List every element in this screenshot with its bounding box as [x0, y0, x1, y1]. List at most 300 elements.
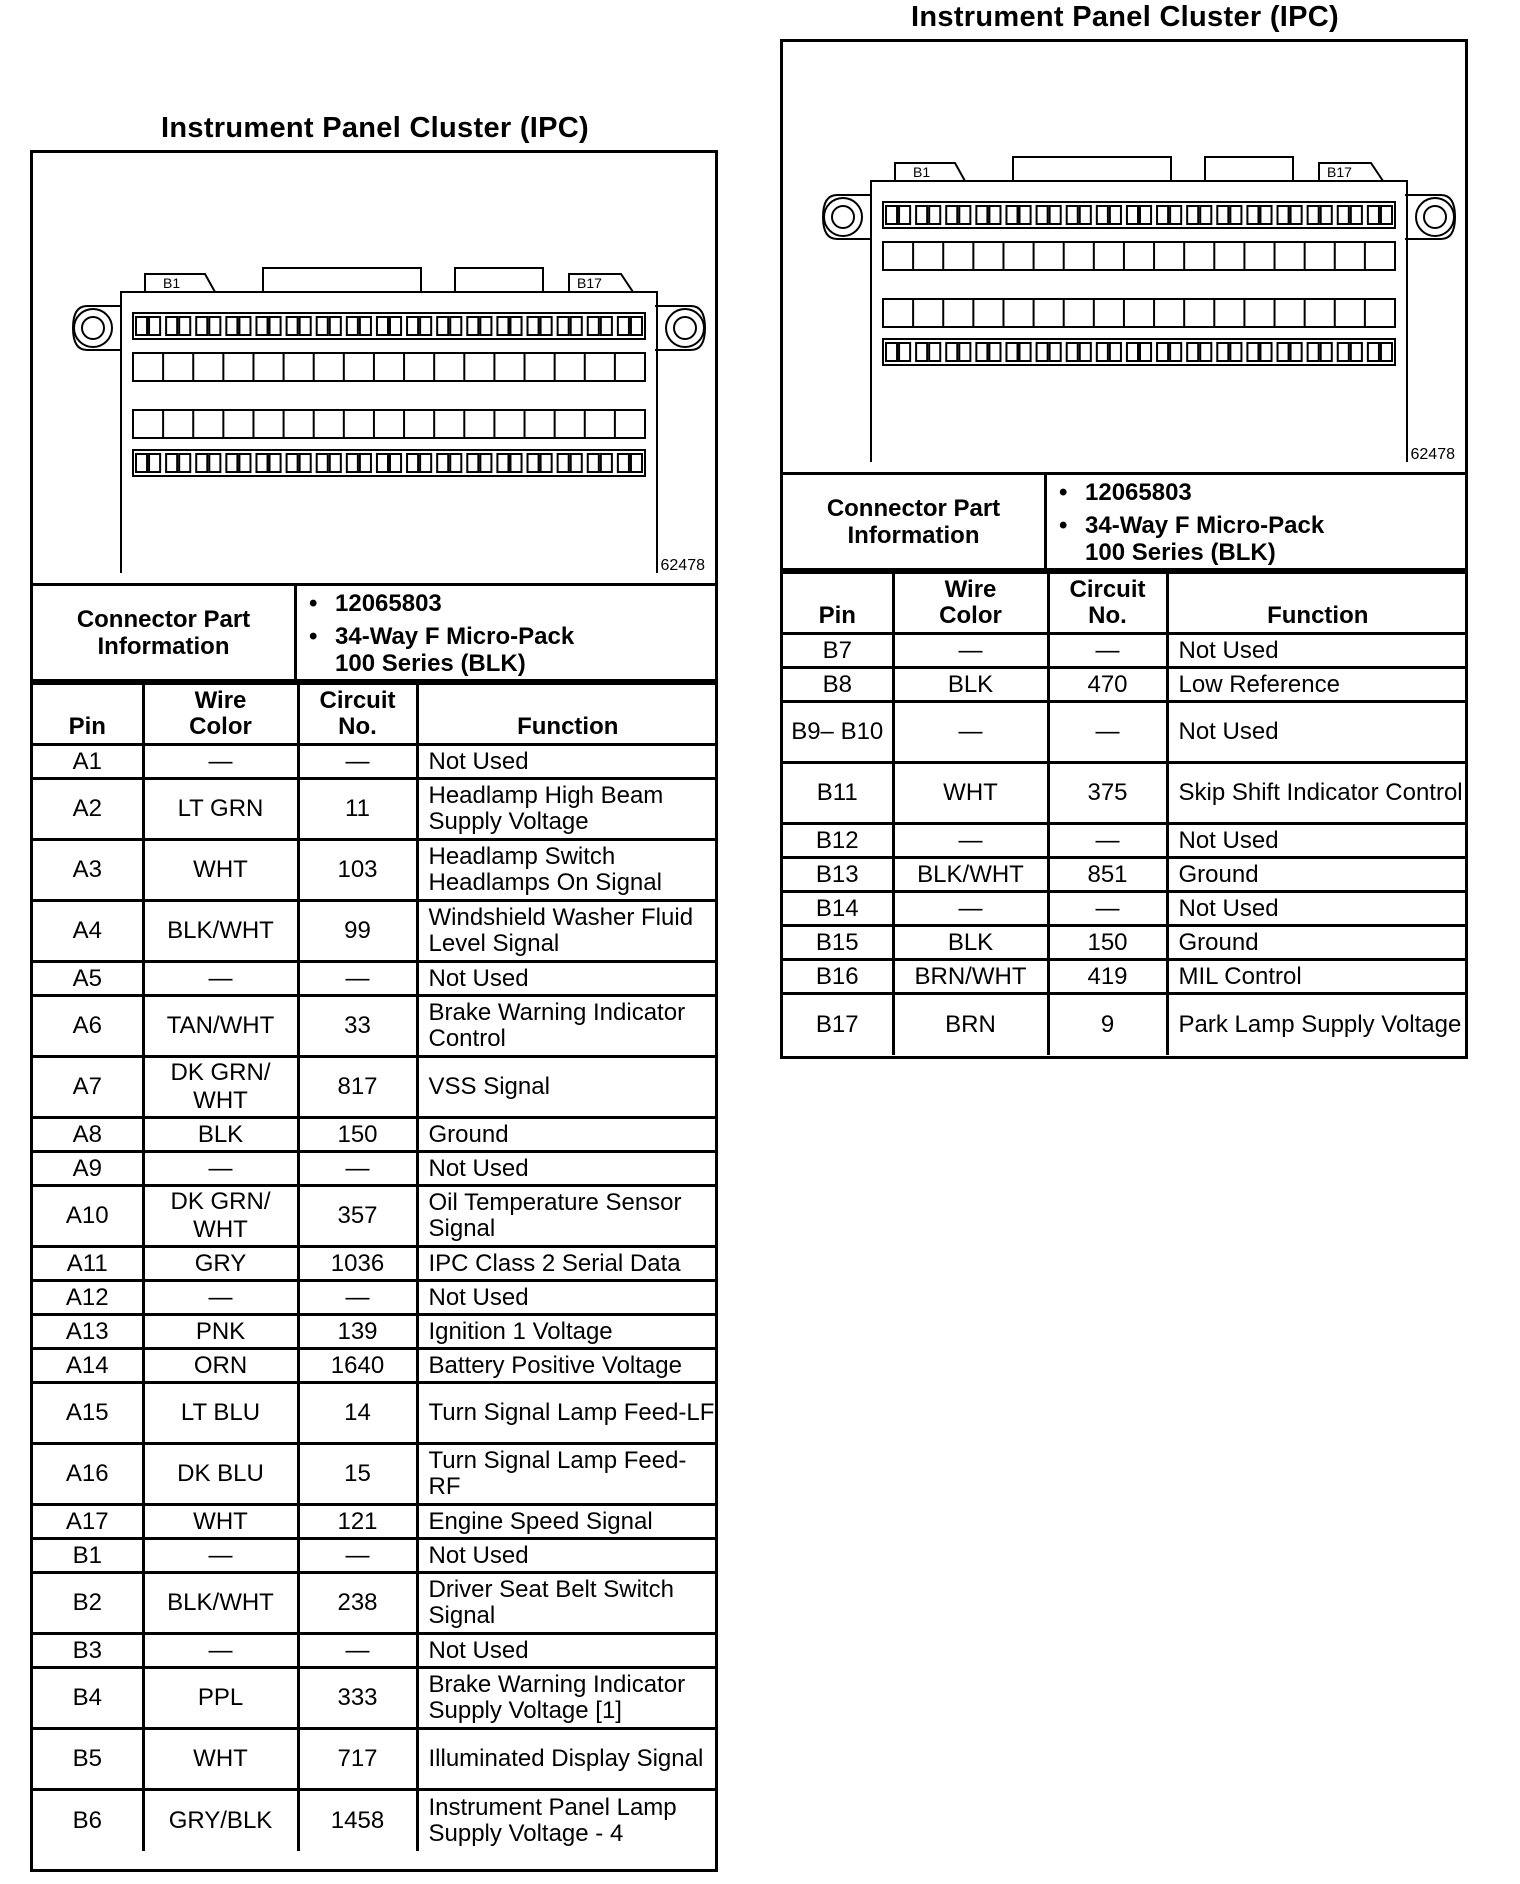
part-number: • 12065803 [1085, 479, 1465, 506]
wire-color-cell: WHT [143, 1729, 298, 1790]
connector-outline [73, 268, 705, 573]
circuit-cell: 139 [298, 1315, 417, 1349]
pin-header [783, 573, 893, 634]
cavity [1217, 343, 1228, 361]
pin-cell: B4 [33, 1668, 143, 1729]
table-row [33, 1315, 717, 1349]
cavity [618, 454, 629, 472]
left-pinout-table [33, 682, 717, 1851]
function-cell: Not Used [1167, 892, 1467, 926]
header-text: Function [1267, 602, 1369, 629]
cavity [239, 454, 250, 472]
cavity [270, 454, 281, 472]
cavity [1127, 206, 1138, 224]
circuit-cell: 851 [1048, 858, 1167, 892]
cavity [390, 454, 401, 472]
connector-info-label [783, 475, 1047, 568]
function-cell: Instrument Panel Lamp Supply Voltage - 4 [417, 1790, 717, 1851]
cavity [1187, 343, 1198, 361]
connector-info-label-line2: Information [97, 632, 230, 660]
wire-color-cell: BRN [893, 994, 1048, 1055]
header-text: Color [939, 602, 1002, 629]
cavity [1278, 343, 1289, 361]
cavity [360, 454, 371, 472]
connector-description-line1: 34-Way F Micro-Pack [1085, 512, 1325, 539]
function-cell: Not Used [1167, 634, 1467, 668]
circuit-cell: 333 [298, 1668, 417, 1729]
cavity [541, 454, 552, 472]
cavity [1110, 206, 1121, 224]
cavity [226, 317, 237, 335]
cavity-row [883, 299, 1395, 327]
cavity [1037, 343, 1048, 361]
table-row [33, 1281, 717, 1315]
table-row [33, 745, 717, 779]
table-row [33, 1247, 717, 1281]
cavity [1278, 206, 1289, 224]
pin-cell: B13 [783, 858, 893, 892]
cavity [166, 454, 177, 472]
cavity [1037, 206, 1048, 224]
cavity [1187, 206, 1198, 224]
table-row [783, 702, 1467, 763]
left-panel [30, 0, 720, 1884]
wire-color-cell: BLK/WHT [893, 858, 1048, 892]
cavity [1140, 206, 1151, 224]
top-tab [1205, 157, 1293, 181]
top-tab [455, 268, 543, 292]
circuit-cell: — [1048, 702, 1167, 763]
pin-cell: A8 [33, 1118, 143, 1152]
cavity [300, 454, 311, 472]
cavity [437, 317, 448, 335]
wire-color-cell: — [893, 634, 1048, 668]
circuit-cell: 419 [1048, 960, 1167, 994]
table-row [783, 824, 1467, 858]
function-cell: Illuminated Display Signal [417, 1729, 717, 1790]
function-cell: Brake Warning Indicator Control [417, 996, 717, 1057]
wire-color-cell: TAN/WHT [143, 996, 298, 1057]
pin-cell: A6 [33, 996, 143, 1057]
cavity [946, 343, 957, 361]
cavity [390, 317, 401, 335]
cavity [1381, 206, 1392, 224]
function-cell: Brake Warning Indicator Supply Voltage [1] [417, 1668, 717, 1729]
cavity [1260, 206, 1271, 224]
circuit-header [298, 684, 417, 745]
cavity [1351, 206, 1362, 224]
cavity [1110, 343, 1121, 361]
pin-cell: A16 [33, 1444, 143, 1505]
cavity [467, 317, 478, 335]
wire-color-cell: BLK [893, 926, 1048, 960]
wire-color-cell: PNK [143, 1315, 298, 1349]
cavity [976, 343, 987, 361]
connector-info-label-line1: Connector Part [76, 605, 251, 633]
header-text: Circuit [1069, 576, 1146, 603]
cavity [976, 206, 987, 224]
cavity [1368, 343, 1379, 361]
function-cell: Engine Speed Signal [417, 1505, 717, 1539]
circuit-cell: — [298, 1152, 417, 1186]
cavity [1321, 206, 1332, 224]
cavity [1381, 343, 1392, 361]
cavity [256, 454, 267, 472]
connector-info-label-line2: Information [847, 521, 980, 549]
cavity [989, 343, 1000, 361]
right-panel-title: Instrument Panel Cluster (IPC) [911, 1, 1339, 33]
pin-cell: B7 [783, 634, 893, 668]
connector-description [1085, 512, 1465, 566]
table-header-row [33, 684, 717, 745]
cavity [959, 343, 970, 361]
wire-color-cell: — [143, 1281, 298, 1315]
wire-color-cell: — [893, 824, 1048, 858]
right-connector-card [780, 39, 1468, 1059]
right-panel [780, 0, 1470, 1070]
function-cell: Turn Signal Lamp Feed-LF [417, 1383, 717, 1444]
cavity [136, 454, 147, 472]
function-cell: IPC Class 2 Serial Data [417, 1247, 717, 1281]
pin-cell: A2 [33, 779, 143, 840]
table-row [33, 1444, 717, 1505]
cavity [510, 454, 521, 472]
cavity [330, 317, 341, 335]
circuit-cell: — [298, 1281, 417, 1315]
connector-description-line2: 100 Series (BLK) [1085, 539, 1276, 566]
circuit-cell: 99 [298, 901, 417, 962]
cavity-row [133, 353, 645, 381]
table-row [33, 1383, 717, 1444]
connector-info-values [1047, 475, 1465, 568]
cavity [1097, 343, 1108, 361]
wire-color-cell: — [893, 892, 1048, 926]
cavity [571, 454, 582, 472]
part-number: • 12065803 [335, 590, 715, 617]
cavity [1230, 343, 1241, 361]
circuit-cell: 33 [298, 996, 417, 1057]
cavity [179, 454, 190, 472]
table-row [783, 858, 1467, 892]
header-text: Pin [68, 713, 106, 740]
right-connector-info [783, 475, 1465, 571]
pin-cell: A12 [33, 1281, 143, 1315]
wire-color-cell: BRN/WHT [893, 960, 1048, 994]
cavity [149, 454, 160, 472]
cavity [571, 317, 582, 335]
left-panel-title: Instrument Panel Cluster (IPC) [161, 112, 589, 144]
circuit-cell: — [298, 745, 417, 779]
right-mount-hole [666, 309, 704, 347]
table-row [33, 1118, 717, 1152]
left-ear [823, 195, 871, 239]
table-row [33, 1668, 717, 1729]
function-cell: Park Lamp Supply Voltage [1167, 994, 1467, 1055]
table-row [783, 892, 1467, 926]
header-text: No. [338, 713, 377, 740]
function-cell: Ground [1167, 858, 1467, 892]
cavity [1170, 206, 1181, 224]
wire-color-cell: DK GRN/ WHT [143, 1057, 298, 1118]
table-row [783, 994, 1467, 1055]
header-text: Wire [944, 576, 997, 603]
circuit-cell: — [1048, 634, 1167, 668]
cavity [1157, 343, 1168, 361]
circuit-header [1048, 573, 1167, 634]
cavity [929, 206, 940, 224]
cavity-row [883, 242, 1395, 270]
cavity [1157, 206, 1168, 224]
right-figure-id: 62478 [1410, 446, 1455, 463]
wire-color-cell: — [143, 745, 298, 779]
cavity [1080, 206, 1091, 224]
cavity [1230, 206, 1241, 224]
circuit-cell: 150 [1048, 926, 1167, 960]
table-row [33, 840, 717, 901]
cavity [1127, 343, 1138, 361]
pin-cell: B16 [783, 960, 893, 994]
cavity [270, 317, 281, 335]
function-cell: Not Used [1167, 824, 1467, 858]
circuit-cell: 9 [1048, 994, 1167, 1055]
table-row [783, 634, 1467, 668]
circuit-cell: — [1048, 892, 1167, 926]
left-ear [73, 306, 121, 350]
cavity [450, 317, 461, 335]
wire-color-cell: BLK [893, 668, 1048, 702]
function-cell: Turn Signal Lamp Feed-RF [417, 1444, 717, 1505]
cavity [1308, 206, 1319, 224]
cavity [916, 343, 927, 361]
cavity [989, 206, 1000, 224]
circuit-cell: 238 [298, 1573, 417, 1634]
cavity [1020, 343, 1031, 361]
right-pinout-table [783, 571, 1467, 1055]
pin-cell: A10 [33, 1186, 143, 1247]
function-cell: Not Used [417, 1634, 717, 1668]
pin-header [33, 684, 143, 745]
cavity [407, 454, 418, 472]
wire-color-header [143, 684, 298, 745]
cavity [256, 317, 267, 335]
function-cell: VSS Signal [417, 1057, 717, 1118]
table-row [33, 1790, 717, 1851]
circuit-cell: 11 [298, 779, 417, 840]
wire-color-cell: BLK/WHT [143, 1573, 298, 1634]
cavity [1050, 343, 1061, 361]
left-figure-id: 62478 [660, 557, 705, 574]
pin-cell: A4 [33, 901, 143, 962]
function-cell: Driver Seat Belt Switch Signal [417, 1573, 717, 1634]
left-mount-hole-inner [82, 317, 104, 339]
wire-color-cell: BLK [143, 1118, 298, 1152]
function-cell: Skip Shift Indicator Control [1167, 763, 1467, 824]
cavity [588, 454, 599, 472]
table-row [33, 779, 717, 840]
pin-cell: B2 [33, 1573, 143, 1634]
table-row [783, 763, 1467, 824]
cavity [886, 206, 897, 224]
connector-description-line1: 34-Way F Micro-Pack [335, 623, 575, 650]
cavity [1247, 343, 1258, 361]
pin-cell: B6 [33, 1790, 143, 1851]
connector-outline [823, 157, 1455, 462]
cavity [347, 317, 358, 335]
cavity [618, 317, 629, 335]
circuit-cell: — [298, 962, 417, 996]
header-text: Wire [194, 687, 247, 714]
function-cell: Not Used [417, 1539, 717, 1573]
cavity [377, 317, 388, 335]
wire-color-cell: — [143, 962, 298, 996]
left-connector-diagram [33, 153, 715, 586]
cavity [631, 317, 642, 335]
cavity [1097, 206, 1108, 224]
circuit-cell: 15 [298, 1444, 417, 1505]
function-cell: MIL Control [1167, 960, 1467, 994]
table-row [783, 960, 1467, 994]
table-row [33, 1152, 717, 1186]
cavity [916, 206, 927, 224]
circuit-cell: 103 [298, 840, 417, 901]
cavity [601, 454, 612, 472]
cavity [1020, 206, 1031, 224]
circuit-cell: 817 [298, 1057, 417, 1118]
connector-description-line2: 100 Series (BLK) [335, 650, 526, 677]
cavity [196, 454, 207, 472]
right-mount-hole-inner [1424, 206, 1446, 228]
table-row [33, 1729, 717, 1790]
table-row [783, 926, 1467, 960]
cavity [1217, 206, 1228, 224]
cavity [1006, 343, 1017, 361]
left-mount-hole [74, 309, 112, 347]
table-row [33, 962, 717, 996]
function-header [1167, 573, 1467, 634]
table-row [783, 668, 1467, 702]
cavity [317, 317, 328, 335]
cavity [1140, 343, 1151, 361]
wire-color-cell: GRY/BLK [143, 1790, 298, 1851]
cavity [1170, 343, 1181, 361]
header-text: No. [1088, 602, 1127, 629]
pin-label-b1: B1 [913, 164, 931, 180]
table-row [33, 1634, 717, 1668]
table-row [33, 1505, 717, 1539]
pin-cell: A13 [33, 1315, 143, 1349]
circuit-cell: 121 [298, 1505, 417, 1539]
cavity [899, 343, 910, 361]
cavity [420, 454, 431, 472]
wire-color-cell: WHT [143, 1505, 298, 1539]
cavity [558, 454, 569, 472]
top-tab [263, 268, 421, 292]
wire-color-cell: DK GRN/ WHT [143, 1186, 298, 1247]
cavity [166, 317, 177, 335]
wire-color-cell: PPL [143, 1668, 298, 1729]
cavity [1067, 206, 1078, 224]
connector-info-values [297, 586, 715, 679]
pin-cell: B8 [783, 668, 893, 702]
wire-color-cell: LT BLU [143, 1383, 298, 1444]
pin-cell: A15 [33, 1383, 143, 1444]
cavity [317, 454, 328, 472]
pin-cell: A14 [33, 1349, 143, 1383]
circuit-cell: 1458 [298, 1790, 417, 1851]
function-cell: Ground [1167, 926, 1467, 960]
circuit-cell: — [298, 1539, 417, 1573]
cavity [946, 206, 957, 224]
cavity [209, 454, 220, 472]
pin-cell: B1 [33, 1539, 143, 1573]
cavity [541, 317, 552, 335]
pin-cell: A9 [33, 1152, 143, 1186]
cavity [631, 454, 642, 472]
function-cell: Low Reference [1167, 668, 1467, 702]
circuit-cell: 357 [298, 1186, 417, 1247]
table-row [33, 1539, 717, 1573]
function-cell: Not Used [1167, 702, 1467, 763]
wire-color-cell: DK BLU [143, 1444, 298, 1505]
cavity [1080, 343, 1091, 361]
cavity [1050, 206, 1061, 224]
pin-label-b1: B1 [163, 275, 181, 291]
wire-color-header [893, 573, 1048, 634]
cavity [1247, 206, 1258, 224]
function-cell: Ignition 1 Voltage [417, 1315, 717, 1349]
cavity [1338, 343, 1349, 361]
left-mount-hole-inner [832, 206, 854, 228]
wire-color-cell: BLK/WHT [143, 901, 298, 962]
cavity [377, 454, 388, 472]
circuit-cell: — [1048, 824, 1167, 858]
table-row [33, 1057, 717, 1118]
cavity [407, 317, 418, 335]
cavity [287, 317, 298, 335]
cavity [136, 317, 147, 335]
cavity [1260, 343, 1271, 361]
cavity [300, 317, 311, 335]
cavity [1321, 343, 1332, 361]
wire-color-cell: — [143, 1634, 298, 1668]
connector-face-drawing [783, 42, 1465, 462]
cavity [528, 317, 539, 335]
cavity [528, 454, 539, 472]
cavity [347, 454, 358, 472]
cavity [239, 317, 250, 335]
pin-cell: B3 [33, 1634, 143, 1668]
cavity [886, 343, 897, 361]
circuit-cell: 14 [298, 1383, 417, 1444]
cavity [510, 317, 521, 335]
cavity [196, 317, 207, 335]
cavity-row [133, 410, 645, 438]
cavity [497, 454, 508, 472]
pin-cell: B5 [33, 1729, 143, 1790]
cavity [209, 317, 220, 335]
pin-cell: A11 [33, 1247, 143, 1281]
connector-info-label-line1: Connector Part [826, 494, 1001, 522]
wire-color-cell: — [893, 702, 1048, 763]
header-text: Color [189, 713, 252, 740]
right-mount-hole-inner [674, 317, 696, 339]
circuit-cell: — [298, 1634, 417, 1668]
wire-color-cell: WHT [143, 840, 298, 901]
function-cell: Not Used [417, 1281, 717, 1315]
function-cell: Ground [417, 1118, 717, 1152]
circuit-cell: 717 [298, 1729, 417, 1790]
cavity [601, 317, 612, 335]
